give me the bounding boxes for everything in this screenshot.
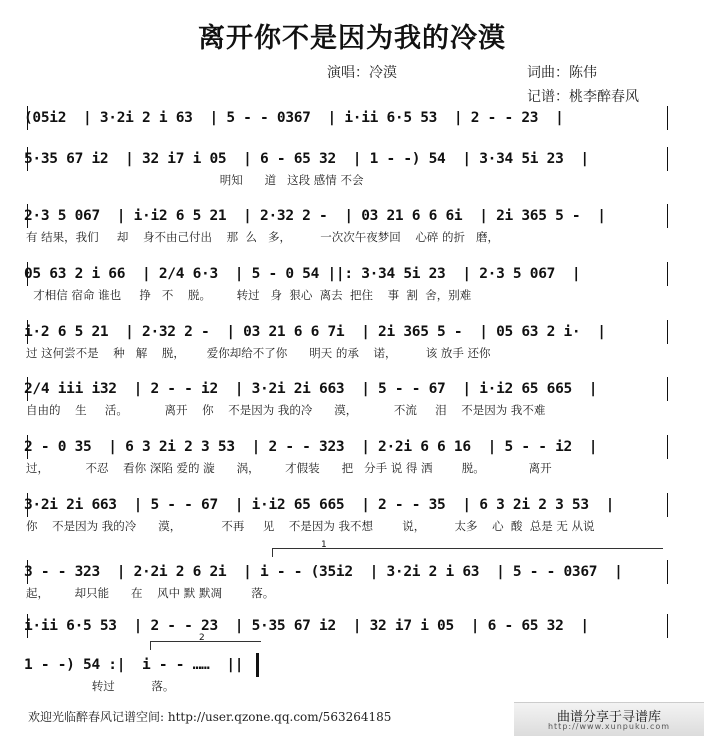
site-logo[interactable] [514, 702, 704, 736]
notation-line: 2·3 5 067 | i·i2 6 5 21 | 2·32 2 - | 03 21 6 6 6i | 2i 365 5 - | [24, 208, 606, 224]
volta-number: 2 [199, 633, 205, 643]
volta-number: 1 [321, 540, 327, 550]
song-title: 离开你不是因为我的冷漠 [198, 23, 506, 54]
first-ending-bracket [272, 540, 663, 557]
lyric-line: 过 这何尝不是 种 解 脱， 爱你却给不了你 明天 的承 诺， 该 放手 还你 [26, 346, 491, 360]
notation-line: 5·35 67 i2 | 32 i7 i 05 | 6 - 65 32 | 1 - -) 54 | 3·34 5i 23 | [24, 151, 589, 167]
transcriber-credit: 记谱：桃李醉春风 [527, 89, 639, 105]
notation-line: i·2 6 5 21 | 2·32 2 - | 03 21 6 6 7i | 2i 365 5 - | 05 63 2 i· | [24, 324, 606, 340]
lyric-line: 转过 落。 [26, 679, 175, 693]
lyric-line: 明知 道 这段 感情 不会 [26, 173, 364, 187]
footer-text: 欢迎光临醉春风记谱空间: http://user.qzone.qq.com/563264185 [28, 710, 392, 724]
singer-credit: 演唱：冷漠 [327, 65, 397, 81]
notation-line: 1 - -) 54 :| i - - …… || [24, 657, 244, 673]
logo-title: 曲谱分享于寻谱库 [556, 710, 661, 725]
notation-line: 2 - 0 35 | 6 3 2i 2 3 53 | 2 - - 323 | 2·2i 6 6 16 | 5 - - i2 | [24, 439, 598, 455]
notation-line: 3·2i 2i 663 | 5 - - 67 | i·i2 65 665 | 2 - - 35 | 6 3 2i 2 3 53 | [24, 497, 615, 513]
lyric-line: 有 结果，我们 却 身不由己付出 那 么 多， 一次次午夜梦回 心碎 的折 磨， [26, 230, 499, 244]
notation-line: 05 63 2 i 66 | 2/4 6·3 | 5 - 0 54 ||: 3·34 5i 23 | 2·3 5 067 | [24, 266, 581, 282]
lyric-line: 自由的 生 活。 离开 你 不是因为 我的冷 漠， 不流 泪 不是因为 我不难 [26, 403, 546, 417]
logo-url: http://www.xunpuku.com [547, 722, 671, 731]
second-ending-bracket [150, 633, 261, 650]
notation-line: 3 - - 323 | 2·2i 2 6 2i | i - - (35i2 | 3·2i 2 i 63 | 5 - - 0367 | [24, 564, 623, 580]
lyric-line: 起， 却只能 在 风中 默 默凋 落。 [26, 586, 275, 600]
lyric-line: 你 不是因为 我的冷 漠， 不再 见 不是因为 我不想 说， 太多 心 酸 总是 无 从说 [26, 519, 595, 533]
notation-line: 2/4 iii i32 | 2 - - i2 | 3·2i 2i 663 | 5 - - 67 | i·i2 65 665 | [24, 381, 598, 397]
lyricist-credit: 词曲：陈伟 [527, 65, 597, 81]
lyric-line: 才相信 宿命 谁也 挣 不 脱。 转过 身 狠心 离去 把住 事 割 舍，别难 [26, 288, 472, 302]
lyric-line: 过， 不忍 看你 深陷 爱的 漩 涡， 才假装 把 分手 说 得 洒 脱。 离开 [26, 461, 552, 475]
notation-line: i·ii 6·5 53 | 2 - - 23 | 5·35 67 i2 | 32 i7 i 05 | 6 - 65 32 | [24, 618, 589, 634]
notation-line: (05i2 | 3·2i 2 i 63 | 5 - - 0367 | i·ii 6·5 53 | 2 - - 23 | [24, 110, 564, 126]
